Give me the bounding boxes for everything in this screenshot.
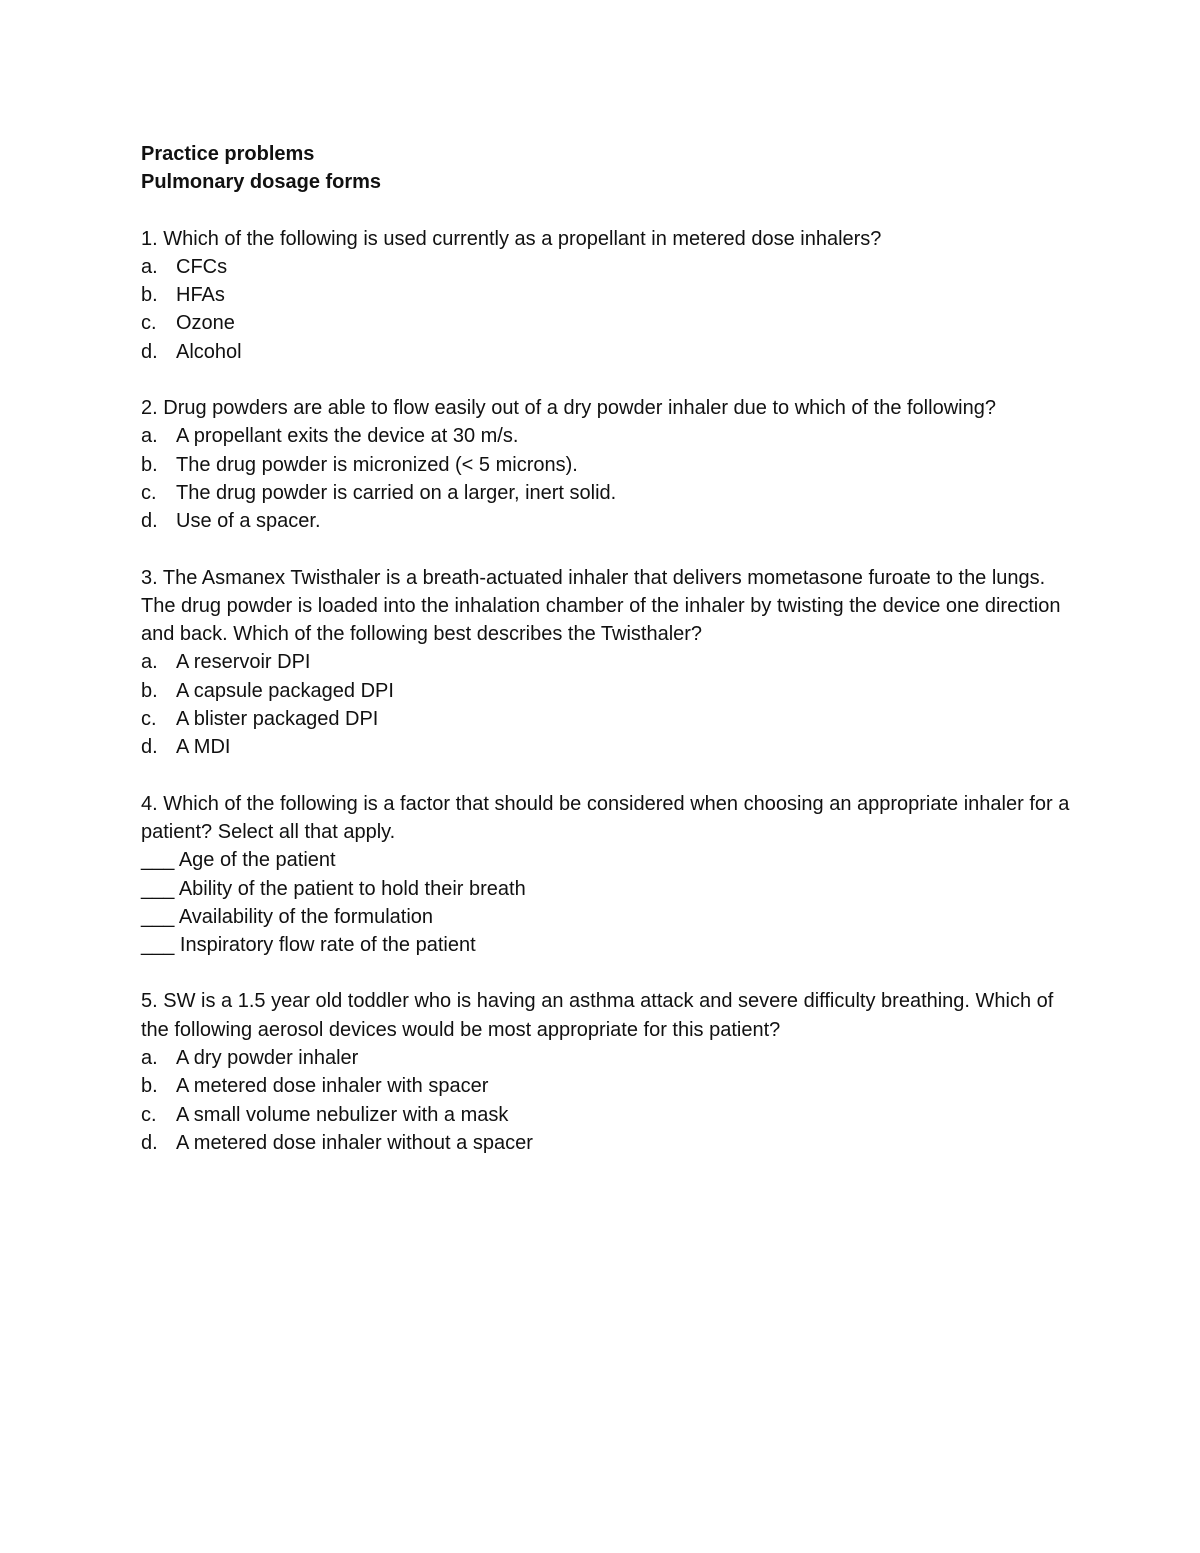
answer-option[interactable] [141, 422, 1071, 450]
question-text [141, 790, 1071, 847]
option-letter: d. [141, 1131, 158, 1154]
option-letter: a. [141, 425, 158, 448]
question-4 [141, 790, 1071, 960]
question-1 [141, 225, 1071, 366]
question-stem: SW is a 1.5 year old toddler who is having an asthma attack and severe difficulty breathing. Which of the following aerosol devices would be most appropriate for this patient? [141, 990, 1054, 1041]
option-text: A metered dose inhaler without a spacer [176, 1131, 533, 1154]
option-letter: c. [141, 1103, 157, 1126]
answer-option[interactable] [141, 281, 1071, 309]
answer-option[interactable] [141, 1101, 1071, 1129]
answer-option[interactable] [141, 253, 1071, 281]
question-number: 1. [141, 227, 158, 250]
question-text [141, 225, 1071, 253]
question-stem: Drug powders are able to flow easily out of a dry powder inhaler due to which of the following? [163, 397, 996, 420]
option-letter: d. [141, 340, 158, 363]
option-letter: d. [141, 736, 158, 759]
answer-options [141, 648, 1071, 761]
option-text: A capsule packaged DPI [176, 679, 394, 702]
question-text [141, 564, 1071, 649]
option-text: A small volume nebulizer with a mask [176, 1103, 509, 1126]
document-page [141, 140, 1071, 1157]
answer-option[interactable] [141, 338, 1071, 366]
option-letter: a. [141, 651, 158, 674]
answer-option[interactable] [141, 309, 1071, 337]
checklist-options [141, 846, 1071, 959]
option-letter: c. [141, 708, 157, 731]
option-letter: a. [141, 1047, 158, 1070]
checklist-item[interactable]: ___ Inspiratory flow rate of the patient [141, 934, 476, 957]
option-text: A reservoir DPI [176, 651, 311, 674]
option-text: A MDI [176, 736, 231, 759]
question-5 [141, 987, 1071, 1157]
option-text: A dry powder inhaler [176, 1047, 359, 1070]
option-text: HFAs [176, 284, 225, 307]
checklist-item[interactable]: ___ Availability of the formulation [141, 905, 434, 928]
answer-options [141, 422, 1071, 535]
document-title: Practice problems [141, 143, 315, 165]
option-text: A propellant exits the device at 30 m/s. [176, 425, 519, 448]
question-stem: Which of the following is used currently as a propellant in metered dose inhalers? [163, 227, 882, 250]
option-text: A blister packaged DPI [176, 708, 379, 731]
answer-option[interactable] [141, 479, 1071, 507]
answer-option[interactable] [141, 733, 1071, 761]
option-letter: c. [141, 481, 157, 504]
option-text: CFCs [176, 255, 228, 278]
question-3 [141, 564, 1071, 762]
option-text: A metered dose inhaler with spacer [176, 1075, 489, 1098]
option-text: The drug powder is carried on a larger, inert solid. [176, 481, 617, 504]
option-letter: b. [141, 453, 158, 476]
answer-options [141, 253, 1071, 366]
answer-option[interactable] [141, 1072, 1071, 1100]
option-text: Alcohol [176, 340, 242, 363]
option-letter: b. [141, 679, 158, 702]
question-number: 4. [141, 792, 158, 815]
answer-option[interactable] [141, 1129, 1071, 1157]
option-letter: a. [141, 255, 158, 278]
option-text: Use of a spacer. [176, 510, 321, 533]
question-number: 3. [141, 566, 158, 589]
option-text: Ozone [176, 312, 235, 335]
question-number: 5. [141, 990, 158, 1013]
option-letter: c. [141, 312, 157, 335]
option-letter: b. [141, 1075, 158, 1098]
question-text [141, 394, 1071, 422]
question-text [141, 987, 1071, 1044]
document-subtitle: Pulmonary dosage forms [141, 171, 382, 194]
answer-option[interactable] [141, 648, 1071, 676]
checklist-item[interactable]: ___ Age of the patient [141, 849, 336, 872]
checklist-item[interactable]: ___ Ability of the patient to hold their breath [141, 877, 526, 900]
answer-option[interactable] [141, 451, 1071, 479]
answer-option[interactable] [141, 677, 1071, 705]
answer-option[interactable] [141, 705, 1071, 733]
answer-option[interactable] [141, 1044, 1071, 1072]
question-2 [141, 394, 1071, 535]
answer-options [141, 1044, 1071, 1157]
option-text: The drug powder is micronized (< 5 microns). [176, 453, 578, 476]
option-letter: b. [141, 284, 158, 307]
question-stem: The Asmanex Twisthaler is a breath-actuated inhaler that delivers mometasone furoate to the lungs. The drug powder is loaded into the inhalation chamber of the inhaler by twisting the device one direction and back. Which of the following best describes the Twisthaler? [141, 566, 1061, 646]
question-stem: Which of the following is a factor that should be considered when choosing an appropriate inhaler for a patient? Select all that apply. [141, 792, 1070, 843]
question-number: 2. [141, 397, 158, 420]
answer-option[interactable] [141, 507, 1071, 535]
option-letter: d. [141, 510, 158, 533]
